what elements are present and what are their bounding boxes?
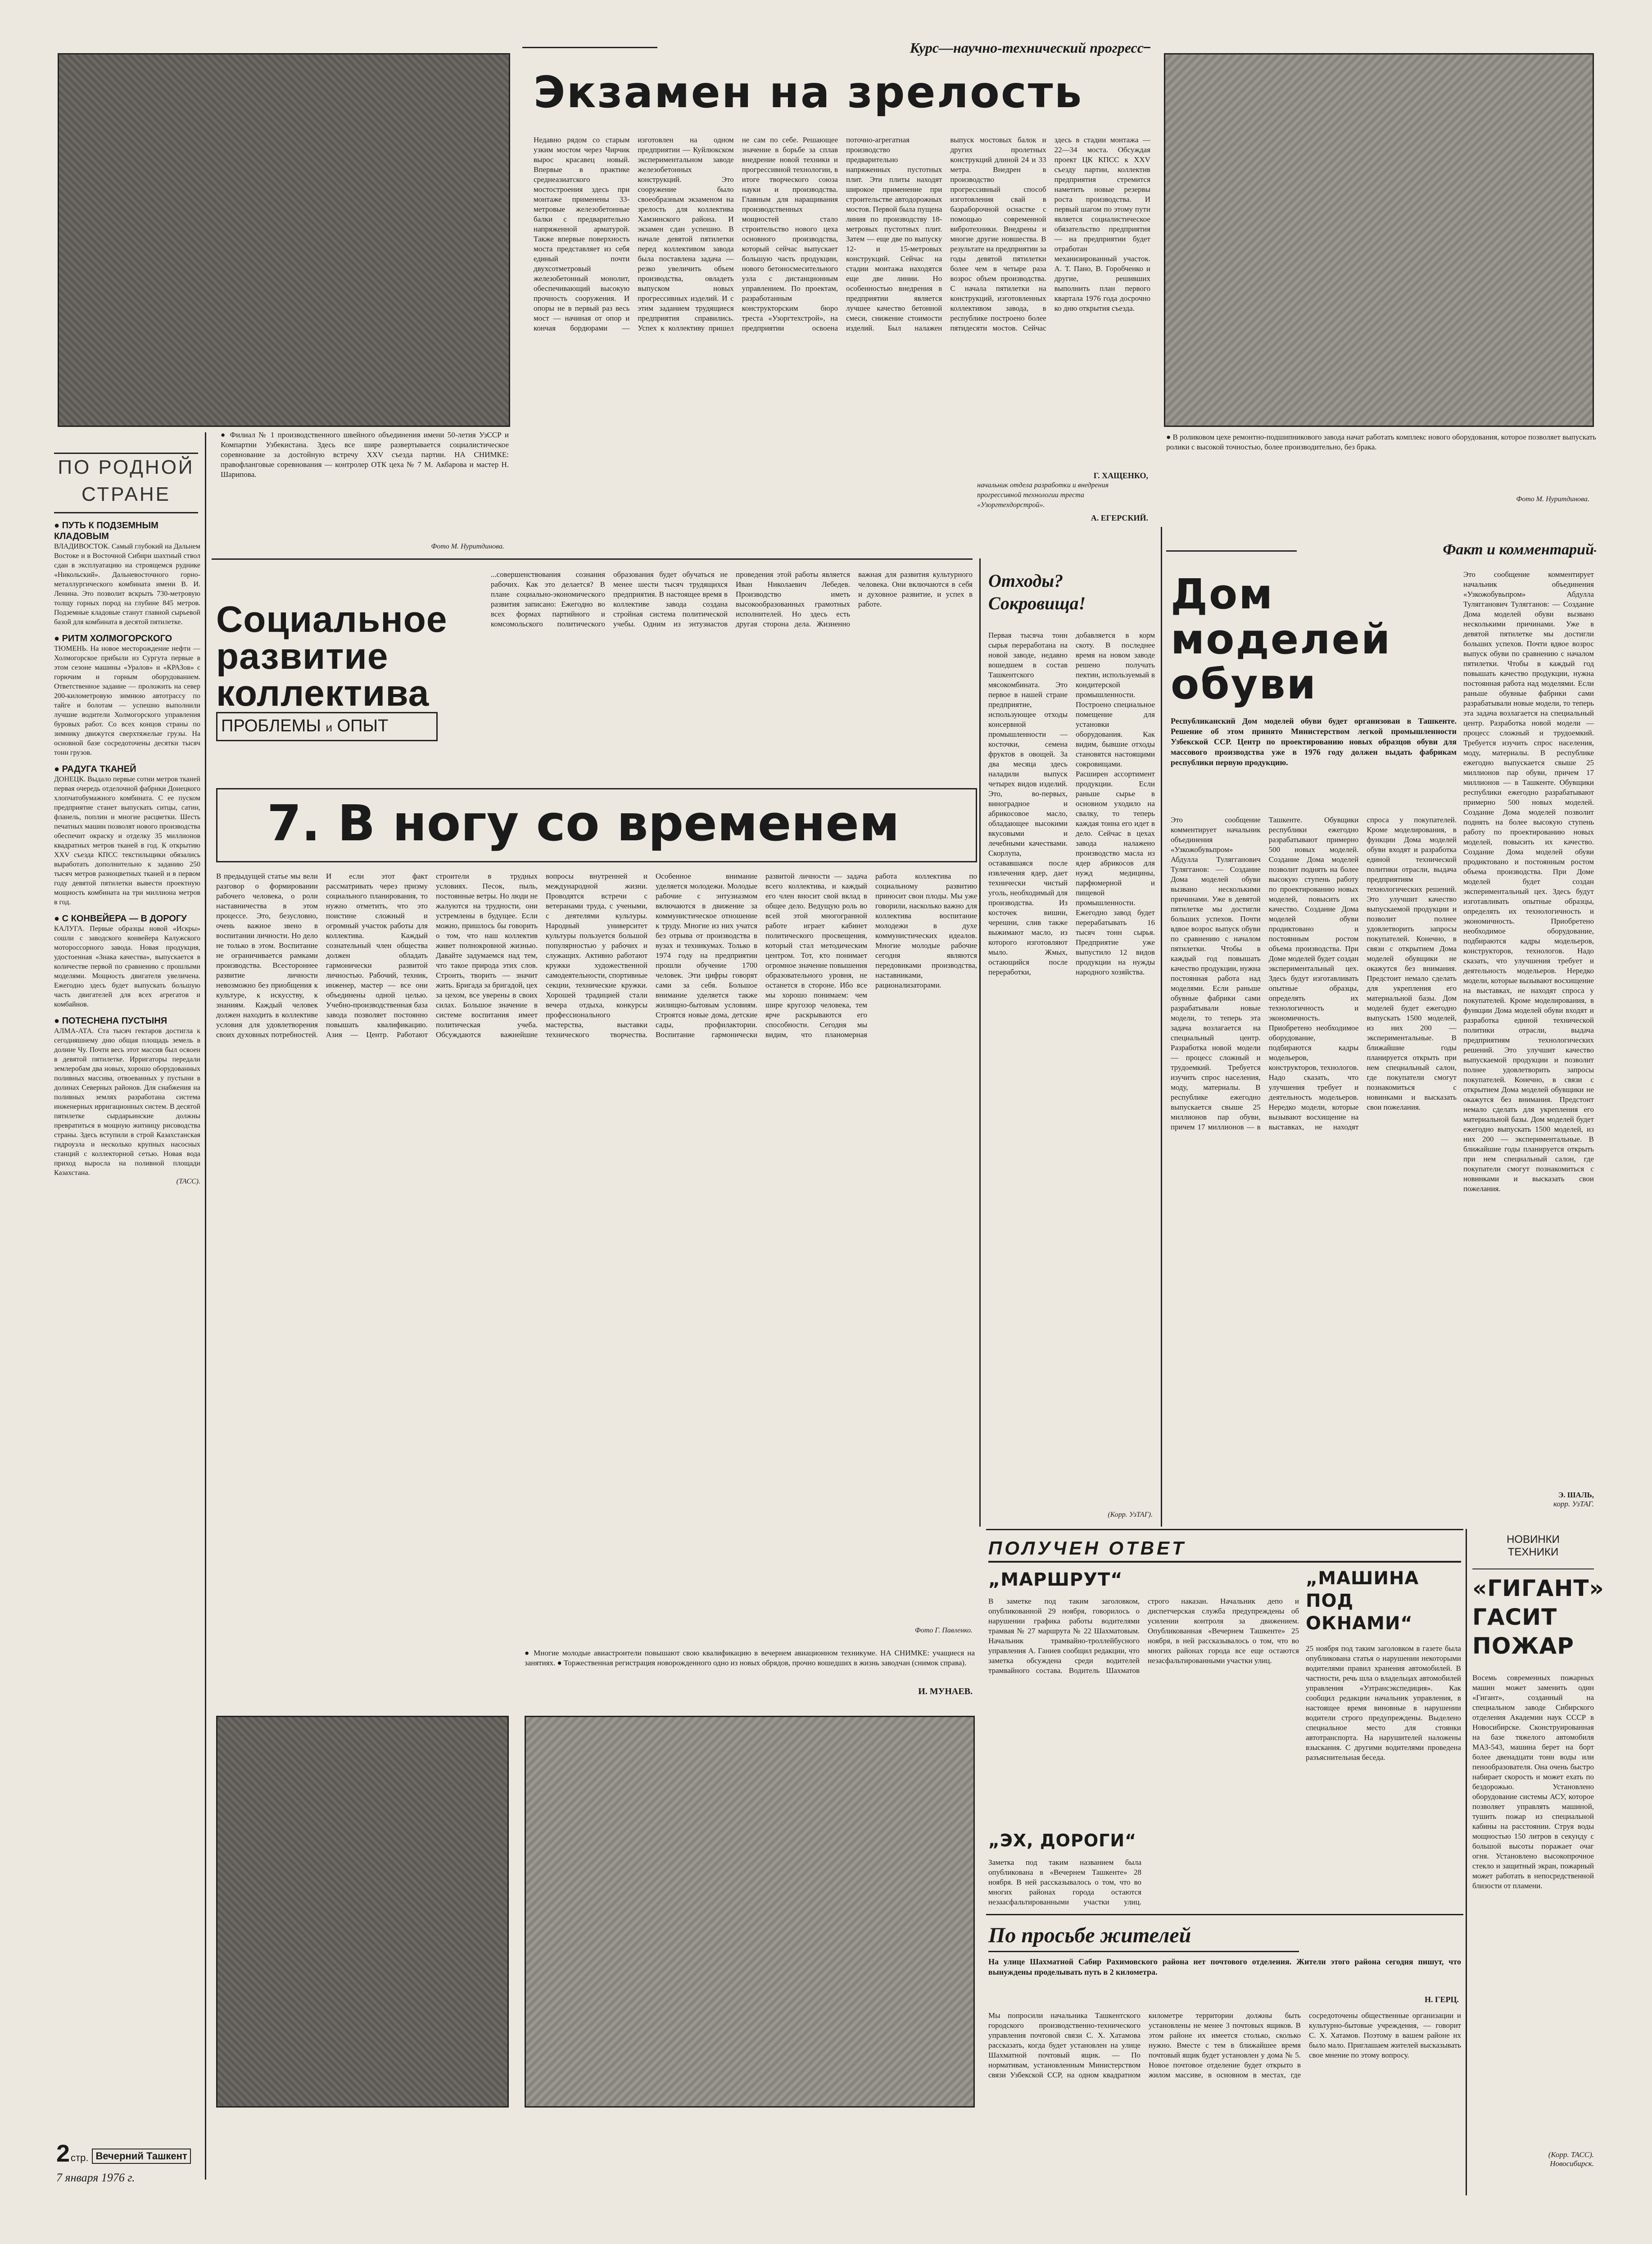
request-lead: На улице Шахматной Сабир Рахимовского района нет почтового отделения. Жители этого района сегодня пишут, что вынуждены проделывать путь в 2 километра. <box>988 1957 1461 1977</box>
request-body: Мы попросили начальника Ташкентского городского производственно-технического управления почтовой связи С. Х. Хатамова рассказать, когда будет установлен на улице Шахматной почтовый ящик. — По нормативам, установленным Министерством связи Узбекской ССР, на одном квадратном километре территории должны быть установлены не менее 3 почтовых ящиков. В этом районе их имеется столько, сколько нужно. Вместе с тем в ближайшее время почтовый ящик будет установлен у дома № 5. Новое почтовое отделение будет открыто в жилом массиве, в основном в местах, где сосредоточены общественные организации и культурно-бытовые учреждения, — говорит С. Х. Хатамов. Поэтому в вашем районе их было мало. Приглашаем жителей высказывать свое мнение по этому вопросу. <box>988 2011 1461 2079</box>
sidebar-item-head: ● С КОНВЕЙЕРА — В ДОРОГУ <box>54 914 187 924</box>
social-banner-line-1: Социальное <box>216 599 448 640</box>
rubric-tech-progress: Курс—научно-технический прогресс <box>657 40 1144 56</box>
sidebar-item-head: ● ПУТЬ К ПОДЗЕМНЫМ КЛАДОВЫМ <box>54 521 158 541</box>
sidebar-item-head: ● РИТМ ХОЛМОГОРСКОГО <box>54 634 172 644</box>
waste-credit: (Корр. УзТАГ). <box>1108 1511 1153 1519</box>
exam-signature-1: Г. ХАЩЕНКО, <box>1093 471 1148 480</box>
fact-signature: Э. ШАЛЬ, <box>1558 1491 1594 1499</box>
photo-technical-school <box>216 1716 509 2108</box>
social-body: В предыдущей статье мы вели разговор о формировании рабочего человека, о роли наставничества в этом процессе. Это, безусловно, очень важное звено в воспитании личности. Но дело не только в этом. Воспитание не ограничивается рамками производства. Всестороннее развитие личности невозможно без приобщения к культуре, к искусству, к знаниям. Каждый человек должен находить в коллективе условия для удовлетворения своих духовных потребностей. И если этот факт рассматривать через призму социального планирования, то нужно отметить, что это поистине сложный и огромный участок работы для коллектива. Каждый сознательный член общества должен обладать гармонически развитой личностью. Рабочий, техник, инженер, мастер — все они объединены одной целью. Учебно-производственная база завода позволяет постоянно повышать квалификацию. Азия — Центр. Работают строители в трудных условиях. Песок, пыль, постоянные ветры. Но люди не жалуются на трудности, они устремлены в будущее. Если можно, пришлось бы говорить о том, что наш коллектив живет полнокровной жизнью. Давайте задумаемся над тем, что такое природа этих слов. Строить, творить — значит жить. Бригада за бригадой, цех за цехом, все уверены в своих силах. Большое значение в системе воспитания имеет политическая учеба. Обсуждаются важнейшие вопросы внутренней и международной жизни. Проводятся встречи с ветеранами труда, с учеными, с деятелями культуры. Народный университет культуры пользуется большой популярностью у рабочих и служащих. Активно работают кружки художественной самодеятельности, спортивные секции, технические кружки. Хорошей традицией стали вечера отдыха, конкурсы профессионального мастерства, выставки технического творчества. Особенное внимание уделяется молодежи. Молодые рабочие с энтузиазмом включаются в движение за коммунистическое отношение к труду. Многие из них учатся без отрыва от производства в вузах и техникумах. Только в 1974 году на предприятии прошли обучение 1700 человек. Эти цифры говорят сами за себя. Большое внимание уделяется также жилищно-бытовым условиям. Строятся новые дома, детские сады, профилактории. Воспитание гармонически развитой личности — задача всего коллектива, и каждый его член вносит свой вклад в общее дело. Ведущую роль во всей этой многогранной работе играет кабинет политического просвещения, который стал методическим центром. Тот, кто понимает огромное значение повышения образовательного уровня, не останется в стороне. Ибо все мы хорошо понимаем: чем шире кругозор человека, тем ярче раскрываются его способности. Сегодня мы видим, что планомерная работа коллектива по социальному развитию приносит свои плоды. Мы уже говорили, насколько важно для коллектива воспитание молодежи в духе коммунистических идеалов. Многие молодые рабочие сегодня являются передовиками производства, наставниками, рационализаторами. <box>216 872 977 1039</box>
fact-title-block <box>1171 572 1459 712</box>
photo-caption-bottom: ● Многие молодые авиастроители повышают свою квалификацию в вечернем авиационном техникуме. НА СНИМКЕ: учащиеся на занятиях. ● Торжественная регистрация новорожденного одно из новых обрядов, прочно вошедших в жизнь заводчан (снимок справа). <box>525 1649 975 1667</box>
answer-item1-title-box <box>988 1567 1141 1594</box>
footer-masthead <box>56 2141 200 2236</box>
fact-signature-block <box>1463 1491 1594 1509</box>
social-signature: И. МУНАЕВ. <box>918 1686 973 1696</box>
request-title-box <box>988 1921 1299 1952</box>
fact-title-1: Дом <box>1171 570 1274 618</box>
social-banner-sub-experience: ОПЫТ <box>337 716 389 735</box>
sidebar-title: ПО РОДНОЙ СТРАНЕ <box>58 456 195 505</box>
fact-signature-role: корр. УзТАГ. <box>1553 1500 1594 1508</box>
sidebar-item-text: ТЮМЕНЬ. На новое месторождение нефти — Холмогорское прибыли из Сургута первые в этом сезоне машины «Уралов» и «КРАЗов» с горючим и горным оборудованием. Ответственное задание — проложить на север 200-километровую зимнюю автотрассу по тайге и болотам — успешно выполнили лучшие водители Холмогорского управления буровых работ. Со всех концов страны по зимнику движутся сверхтяжелые грузы. На основной базе сосредоточены десятки тысяч тонн грузов. <box>54 645 200 757</box>
social-banner <box>216 601 482 750</box>
sidebar-item <box>54 913 200 1009</box>
answer-item2-title-box <box>988 1828 1141 1855</box>
fact-body-continued-text: Это сообщение комментирует начальник объединения «Узкожобувьпром» Абдулла Тулягганович Тулягганов: — Создание Дома моделей обуви вызвано несколькими причинами. Уже в девятой пятилетке мы достигли больших успехов. Почти вдвое возрос выпуск обуви по сравнению с началом пятилетки. Чтобы в каждый год повышать качество продукции, нужна постоянная работа над моделями. Если раньше обувные фабрики сами разрабатывали новые модели, то теперь эта задача возлагается на специальный центр. Разработка новой модели — процесс сложный и трудоемкий. Требуется изучить спрос населения, моду, материалы. В республике ежегодно выпускается свыше 25 миллионов пар обуви, причем 17 миллионов — в Ташкенте. Обувщики республики ежегодно разрабатывают примерно 500 новых моделей. Создание Дома моделей позволит поднять на более высокую ступень работу по проектированию новых моделей, повысить их качество. Создание Дома моделей обуви продиктовано и постоянным ростом объема производства. При Доме моделей будет создан экспериментальный цех. Здесь будут изготавливать опытные образцы, определять их технологичность и экономичность. Приобретено необходимое оборудование, подбираются кадры модельеров, конструкторов, технологов. Надо сказать, что улучшения требует и деятельность модельеров. Нередко модели, которые вызывают восхищение на выставках, не находят спроса у покупателей. Кроме моделирования, в функции Дома моделей обуви входят и разработка единой технической политики отрасли, выдача предприятиям технологических решений. Это улучшит качество выпускаемой продукции и позволит полнее удовлетворить запросы покупателей. Конечно, в связи с открытием Дома моделей обувщики не окажутся без внимания. Предстоит немало сделать для укрепления его материальной базы. Дом моделей будет ежегодно выпускать 1500 моделей, из них 200 — экспериментальные. В ближайшие годы планируется открыть при нем специальный салон, где покупатели смогут познакомиться с новинками и высказать свои пожелания. <box>1463 570 1594 1193</box>
answer-item3-title: „МАШИНА ПОД ОКНАМИ“ <box>1306 1568 1419 1634</box>
page-label: стр. <box>71 2152 89 2163</box>
photo-caption-top-right: ● В роликовом цехе ремонтно-подшипникового завода начат работать комплекс нового оборудования, которое позволяет выпускать ролики с высокой точностью, более производительно, без брака. <box>1166 433 1596 451</box>
photo-credit-top-left: Фото М. Нуритдинова. <box>431 543 504 550</box>
fact-lead: Республиканский Дом моделей обуви будет организован в Ташкенте. Решение об этом принято Министерством легкой промышленности Узбекской ССР. Центр по проектированию новых образцов обуви для массового производства уже в 1976 году должен выдать фабрикам республики первую продукцию. <box>1171 716 1457 767</box>
social-banner-line-2: развитие <box>216 636 389 677</box>
fact-body: Это сообщение комментирует начальник объединения «Узкожобувьпром» Абдулла Тулягганович Тулягганов: — Создание Дома моделей обуви вызвано несколькими причинами. Уже в девятой пятилетке мы достигли больших успехов. Почти вдвое возрос выпуск обуви по сравнению с началом пятилетки. Чтобы в каждый год повышать качество продукции, нужна постоянная работа над моделями. Если раньше обувные фабрики сами разрабатывали новые модели, то теперь эта задача возлагается на специальный центр. Разработка новой модели — процесс сложный и трудоемкий. Требуется изучить спрос населения, моду, материалы. В республике ежегодно выпускается свыше 25 миллионов пар обуви, причем 17 миллионов — в Ташкенте. Обувщики республики ежегодно разрабатывают примерно 500 новых моделей. Создание Дома моделей позволит поднять на более высокую ступень работу по проектированию новых моделей, повысить их качество. Создание Дома моделей обуви продиктовано и постоянным ростом объема производства. При Доме моделей будет создан экспериментальный цех. Здесь будут изготавливать опытные образцы, определять их технологичность и экономичность. Приобретено необходимое оборудование, подбираются кадры модельеров, конструкторов, технологов. Надо сказать, что улучшения требует и деятельность модельеров. Нередко модели, которые вызывают восхищение на выставках, не находят спроса у покупателей. Кроме моделирования, в функции Дома моделей обуви входят и разработка единой технической политики отрасли, выдача предприятиям технологических решений. Это улучшит качество выпускаемой продукции и позволит полнее удовлетворить запросы покупателей. Конечно, в связи с открытием Дома моделей обувщики не окажутся без внимания. Предстоит немало сделать для укрепления его материальной базы. Дом моделей будет ежегодно выпускать 1500 моделей, из них 200 — экспериментальные. В ближайшие годы планируется открыть при нем специальный салон, где покупатели смогут познакомиться с новинками и высказать свои пожелания. <box>1171 816 1457 1131</box>
sidebar-item <box>54 764 200 907</box>
issue-date: 7 января 1976 г. <box>56 2171 135 2184</box>
waste-title-2: Сокровища! <box>988 593 1086 613</box>
social-banner-sub <box>216 712 438 741</box>
social-title-box <box>216 788 977 862</box>
photo-credit-top-right: Фото М. Нуритдинова. <box>1516 495 1589 503</box>
fire-body: Восемь современных пожарных машин может заменить один «Гигант», созданный на специальном заводе Сибирского отделения Академии наук СССР в Новосибирске. Сконструированная на базе тяжелого автомобиля МАЗ-543, машина берет на борт более двенадцати тонн воды или пенообразователя. Она очень быстро набирает скорость и может ехать по бездорожью. Установлено оборудование системы АСУ, которое позволяет управлять машиной, тушить пожар из специальной кабины на расстоянии. Струя воды мощностью 150 литров в секунду с большой высоты поражает очаг огня. Установлено высокопрочное стекло и защитный экран, пожарный может работать в непосредственной близости от пламени. <box>1472 1673 1594 1890</box>
fire-rubric-box <box>1472 1533 1594 1569</box>
sidebar-item-text: ДОНЕЦК. Выдало первые сотни метров тканей первая очередь отделочной фабрики Донецкого хлопчатобумажного комбината. С ее пуском предприятие станет выпускать ситцы, сатин, фланель, поплин и многие расцветки. Шесть печатных машин позволят нового производства обеспечит окраску и отделку 35 миллионов квадратных метров тканей в год. К открытию XXV съезда КПСС текстильщики обязались выработать дополнительно к заданию 250 тысяч метров разноцветных тканей и в первом году девятой пятилетки вывести проектную мощность комбината на три миллиона метров в год. <box>54 775 200 906</box>
photo-newborn-registration <box>525 1716 975 2108</box>
photo-caption-top-left: ● Филиал № 1 производственного швейного объединения имени 50-летия УзССР и Компартии Узбекистана. Здесь все шире развертывается социалистическое соревнование за достойную встречу XXV съезда партии. НА СНИМКЕ: правофланговые соревнования — контролер ОТК цеха № 7 М. Акбарова и мастер Н. Шарипова. <box>221 431 509 479</box>
sidebar-title-box <box>54 453 198 513</box>
photo-roller-workshop <box>1164 53 1594 427</box>
sidebar-item <box>54 520 200 627</box>
paper-logo: Вечерний Ташкент <box>92 2149 190 2164</box>
exam-title: Экзамен на зрелость <box>534 67 1083 118</box>
fire-title-2: ГАСИТ <box>1472 1604 1557 1630</box>
waste-title-1: Отходы? <box>988 571 1064 591</box>
sidebar-item-text: АЛМА-АТА. Ста тысяч гектаров достигла к сегодняшнему дню общая площадь земель в долине Чу. Почти весь этот массив был освоен в девятой пятилетке. Ирригаторы передали землеробам два новых, хорошо оборудованных поливных массива, отвоеванных у пустыни в долинах Северных районов. Для снабжения на поливных землях разработана система инженерных ирригационных систем. В десятой пятилетке сырдарьинские должны превратиться в мощную житницу рисоводства страны. Здесь вступили в строй Казахстанская гидроузла и несколько крупных насосных станций с коллекторной сетью. Новая вода приход выросла на поливной площади Казахстана. <box>54 1027 200 1177</box>
fire-title-block <box>1472 1574 1604 1668</box>
sidebar-item-head: ● РАДУГА ТКАНЕЙ <box>54 764 136 774</box>
social-banner-sub-problems: ПРОБЛЕМЫ <box>221 716 321 735</box>
photo-seamstresses <box>58 53 510 427</box>
rubric-fact-commentary: Факт и комментарий <box>1297 541 1594 558</box>
fire-signature-block <box>1472 2150 1594 2168</box>
waste-body: Первая тысяча тонн сырья переработана на новой заводе, недавно вошедшем в состав Ташкентского мясокомбината. Это первое в нашей стране предприятие, использующее отходы консервной промышленности — косточки, семена фруктов в овощей. За два месяца здесь наладили выпуск четырех видов изделий. Это, во-первых, виноградное и абрикосовое масло, обладающее высокими вкусовыми и лечебными качествами. Скорлупа, остававшаяся после извлечения ядер, дает технически чистый уголь, необходимый для производства. Из косточек вишни, черешни, слив также выжимают масло, из которого изготовляют мыло. Жмых, остающийся после переработки, добавляется в корм скоту. В последнее время на новом заводе решено получать пектин, используемый в кондитерской промышленности. Построено специальное помещение для установки оборудования. Как видим, бывшие отходы становятся настоящими сокровищами. Расширен ассортимент продукции. Если раньше сырье в основном уходило на свалку, то теперь каждая тонна его идет в дело. Сейчас в цехах завода налажено производство масла из ядер абрикосов для нужд медицины, парфюмерной и пищевой промышленности. Ежегодно завод будет перерабатывать 16 тысяч тонн сырья. Предприятие уже выпустило 12 видов продукции на нужды народного хозяйства. <box>988 631 1155 976</box>
fire-rubric-2: ТЕХНИКИ <box>1507 1546 1559 1558</box>
exam-signature-1-role: начальник отдела разработки и внедрения прогрессивной технологии треста «Узоргтехдорстрой». <box>977 481 1109 509</box>
answer-item2-title: „ЭХ, ДОРОГИ“ <box>988 1831 1137 1850</box>
fire-title-1: «ГИГАНТ» <box>1472 1575 1604 1601</box>
fire-place: Новосибирск. <box>1550 2159 1594 2168</box>
fact-body-continued <box>1463 570 1594 1488</box>
request-lead-signature: Н. ГЕРЦ. <box>1425 1995 1459 2004</box>
answer-item3-title-box <box>1306 1567 1461 1639</box>
sidebar-credit: (ТАСС). <box>176 1178 200 1185</box>
answer-banner: ПОЛУЧЕН ОТВЕТ <box>988 1537 1186 1559</box>
fire-rubric-1: НОВИНКИ <box>1507 1533 1560 1546</box>
fact-title-2: моделей <box>1171 615 1392 663</box>
sidebar-item-text: ВЛАДИВОСТОК. Самый глубокий на Дальнем Востоке и в Восточной Сибири шахтный ствол сдан в эксплуатацию на строящемся руднике «Никольский». Дальневосточного горно-металлургического комбината имени В. И. Ленина. Это позволит вскрыть 730-метровую толщу горных пород на глубине 845 метров. Подземные кладовые станут главной сырьевой базой для комбината в десятой пятилетке. <box>54 543 200 626</box>
social-banner-sub-and: и <box>326 721 332 734</box>
sidebar-news <box>54 520 200 2123</box>
social-intro: ...совершенствования сознания рабочих. Как это делается? В плане социально-экономического развития записано: Ежегодно во всех формах партийного и комсомольского политического образования будет обучаться не менее шести тысяч трудящихся предприятия. В настоящее время в коллективе завода создана стройная система политической учебы. Одним из энтузиастов проведения этой работы является Иван Николаевич Лебедев. Производство иметь высокообразованных грамотных исполнителей. Но здесь есть другая сторона дела. Жизненно важная для развития культурного человека. Они включаются в себя и духовное развитие, и успех в работе. <box>491 570 973 628</box>
sidebar-item <box>54 1015 200 1186</box>
fire-signature: (Корр. ТАСС). <box>1548 2150 1594 2159</box>
answer-item2-body: Заметка под таким названием была опубликована в «Вечернем Ташкенте» 28 ноября. В ней рассказывалось о том, что во многих районах города остаются незаасфальтированными участки улиц. <box>988 1858 1141 1906</box>
answer-banner-box <box>988 1536 1461 1563</box>
waste-title-block <box>988 570 1155 624</box>
fire-title-3: ПОЖАР <box>1472 1633 1574 1659</box>
exam-signature-block <box>977 471 1148 523</box>
page-number: 2 <box>56 2140 70 2167</box>
exam-body: Недавно рядом со старым узким мостом через Чирчик вырос красавец новый. Впервые в практике среднеазиатского мостостроения здесь при монтаже применены 33-метровые железобетонные балки с предварительно напряженной арматурой. Также впервые поверхность моста представляет из себя единый почти двухсотметровый железобетонный монолит, обеспечивающий высокую прочность сооружения. И опоры не в первый раз весь мост — начиная от опор и кончая бордюрами — изготовлен на одном предприятии — Куйлюкском экспериментальном заводе железобетонных конструкций. Это сооружение было своеобразным экзаменом на зрелость для коллектива Хамзинского района. И экзамен сдан успешно. В начале девятой пятилетки перед коллективом завода была поставлена задача — резко увеличить объем производства, овладеть выпуском новых прогрессивных изделий. И с этим заданием трудящиеся предприятия справились. Успех к коллективу пришел не сам по себе. Решающее значение в борьбе за сплав внедрение новой техники и прогрессивной технологии, в итоге творческого союза науки и производства. Главным для наращивания производственных мощностей стало строительство нового цеха основного производства, который сейчас выпускает большую часть продукции, нового бетоносмесительного узла с дистанционным управлением. По проектам, разработанным конструкторским бюро треста «Узоргтехстрой», на предприятии освоена поточно-агрегатная производство предварительно напряженных пустотных плит. Эти плиты находят широкое применение при строительстве автодорожных мостов. Первой была пущена линия по производству 18-метровых пустотных плит. Затем — еще две по выпуску 12- и 15-метровых конструкций. Сейчас на стадии монтажа находятся еще две линии. Но особенностью внедрения в предприятии является лучшее качество бетонной смеси, снижение стоимости изделий. Был налажен выпуск мостовых балок и других пролетных конструкций длиной 24 и 33 метра. Внедрен в производство прогрессивный способ изготовления свай в базраборочной оснастке с помощью современной вибротехники. Внедрены и многие другие новшества. В результате на предприятии за годы девятой пятилетки более чем в четыре раза возрос объем производства. С начала пятилетки на конструкций, изготовленных коллективом завода, в республике построено более пятидесяти мостов. Сейчас здесь в стадии монтажа — 22—34 моста. Обсуждая проект ЦК КПСС к XXV съезду партии, коллектив предприятия стремится наметить новые резервы роста производства. И первый шагом по этому пути является социалистическое обязательство предприятия — на предприятии будет отработан механизированный участок. А. Т. Пано, В. Горобченко и другие, решивших выполнить план первого квартала 1976 года досрочно ко дню открытия съезда. <box>534 136 1150 332</box>
request-title: По просьбе жителей <box>988 1923 1191 1947</box>
answer-item1-body: В заметке под таким заголовком, опубликованной 29 ноября, говорилось о нарушении графика работы водителями трамвая № 27 маршрута № 22 Шахматовым. Начальник трамвайно-троллейбусного управления А. Ганиев сообщил редакции, что заметка обсуждена среди водителей трамвайного состава. Водитель Шахматов строго наказан. Начальник депо и диспетчерская служба предупреждены об усилении контроля за движением. Опубликованная «Вечернем Ташкенте» 25 ноября, в ней рассказывалось о том, что во многих районах города все еще остаются незасфальтированными участки улиц. <box>988 1597 1299 1675</box>
sidebar-item-text: КАЛУГА. Первые образцы новой «Искры» сошли с заводского конвейера Калужского мотороссорного завода. Новая продукция, удостоенная «Знака качества», выпускается в количестве первой по сравнению с прошлыми моделями. Мощность двигателя увеличена. Ежегодно здесь будет выпускать большую часть двигателей для всех агрегатов и комбайнов. <box>54 925 200 1008</box>
answer-item3-body: 25 ноября под таким заголовком в газете была опубликована статья о нарушении некоторыми водителями правил хранения автомобилей. В частности, речь шла о владельцах автомобилей управления «Узтрансэкспедиция». Как сообщил редакции начальник управления, в настоящее время виновные в нарушении водители строго предупреждены. Выделено специальное место для стоянки автотранспорта. На нарушителей наложены взыскания. С другими водителями проведена разъяснительная беседа. <box>1306 1644 1461 1762</box>
photo-credit-bottom: Фото Г. Павленко. <box>914 1627 973 1634</box>
exam-signature-2: А. ЕГЕРСКИЙ. <box>1091 513 1148 522</box>
footer-page-block <box>56 2141 200 2166</box>
social-title: 7. В ногу со временем <box>267 794 900 852</box>
fact-title-3: обуви <box>1171 660 1317 708</box>
sidebar-item-head: ● ПОТЕСНЕНА ПУСТЫНЯ <box>54 1016 167 1026</box>
social-banner-line-3: коллектива <box>216 673 430 714</box>
sidebar-item <box>54 633 200 757</box>
answer-item1-title: „МАРШРУТ“ <box>988 1569 1123 1590</box>
